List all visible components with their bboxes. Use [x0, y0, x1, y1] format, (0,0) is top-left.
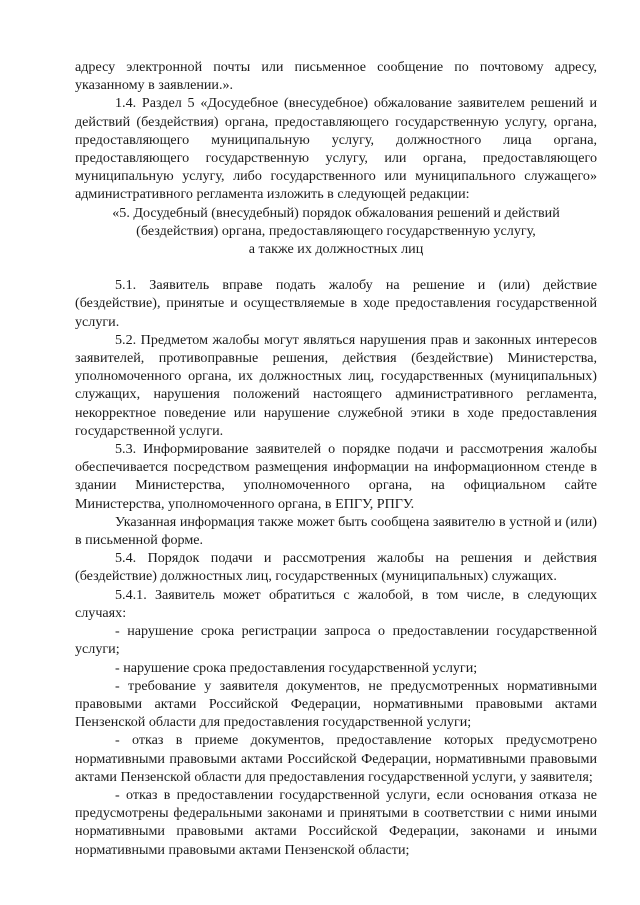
- section-title-line-2: (бездействия) органа, предоставляющего государственную услугу,: [136, 222, 536, 239]
- paragraph-5-2: 5.2. Предметом жалобы могут являться нарушения прав и законных интересов заявителей, противоправные решения, действия (бездействие) Министерства, уполномоченного органа, их должностных лиц, государственных (муниципальных) служащих, нарушения положений настоящего административного регламента, некорректное поведение или нарушение служебной этики в ходе предоставления государственной услуги.: [75, 331, 597, 439]
- list-item: - нарушение срока предоставления государственной услуги;: [115, 659, 478, 676]
- paragraph-intro: адресу электронной почты или письменное сообщение по почтовому адресу, указанному в заявлении.».: [75, 59, 597, 94]
- list-item: - требование у заявителя документов, не предусмотренных нормативными правовыми актами Российской Федерации, нормативными правовыми актами Пензенской области для предоставления государственной услуги;: [75, 677, 597, 731]
- paragraph-5-3-info: Указанная информация также может быть сообщена заявителю в устной и (или) в письменной форме.: [75, 513, 597, 549]
- list-item: - отказ в приеме документов, предоставление которых предусмотрено нормативными правовыми актами Российской Федерации, нормативными правовыми актами Пензенской области для предоставления государственной услуги, у заявителя;: [75, 732, 597, 785]
- section-title-line-3: а также их должностных лиц: [248, 241, 424, 258]
- section-title-line-1: «5. Досудебный (внесудебный) порядок обжалования решений и действий: [112, 204, 560, 221]
- list-item: - отказ в предоставлении государственной услуги, если основания отказа не предусмотрены федеральными законами и принятыми в соответствии с ними иными нормативными правовыми актами Российской Федерации, законами и иными нормативными правовыми актами Пензенской области;: [75, 786, 597, 858]
- paragraph-5-4: 5.4. Порядок подачи и рассмотрения жалобы на решения и действия (бездействие) должностных лиц, государственных (муниципальных) служащих.: [75, 550, 597, 585]
- section-title: [75, 204, 597, 259]
- paragraph-5-1: 5.1. Заявитель вправе подать жалобу на решение и (или) действие (бездействие), принятые и осуществляемые в ходе предоставления государственной услуги.: [75, 277, 597, 330]
- document-page: [75, 58, 597, 859]
- list-item: - нарушение срока регистрации запроса о предоставлении государственной услуги;: [75, 623, 597, 658]
- paragraph-5-4-1: 5.4.1. Заявитель может обратиться с жалобой, в том числе, в следующих случаях:: [75, 586, 597, 621]
- paragraph-5-3: 5.3. Информирование заявителей о порядке подачи и рассмотрения жалобы обеспечивается посредством размещения информации на информационном стенде в здании Министерства, уполномоченного органа, на официальном сайте Министерства, уполномоченного органа, в ЕПГУ, РПГУ.: [75, 441, 597, 512]
- paragraph-1-4: 1.4. Раздел 5 «Досудебное (внесудебное) обжалование заявителем решений и действий (бездействия) органа, предоставляющего государственную услугу, органа, предоставляющего муниципальную услугу, должностного лица органа, предоставляющего государственную услугу, или органа, предоставляющего муниципальную услугу, либо государственного или муниципального служащего» административного регламента изложить в следующей редакции:: [75, 95, 597, 203]
- blank-line: [75, 258, 597, 276]
